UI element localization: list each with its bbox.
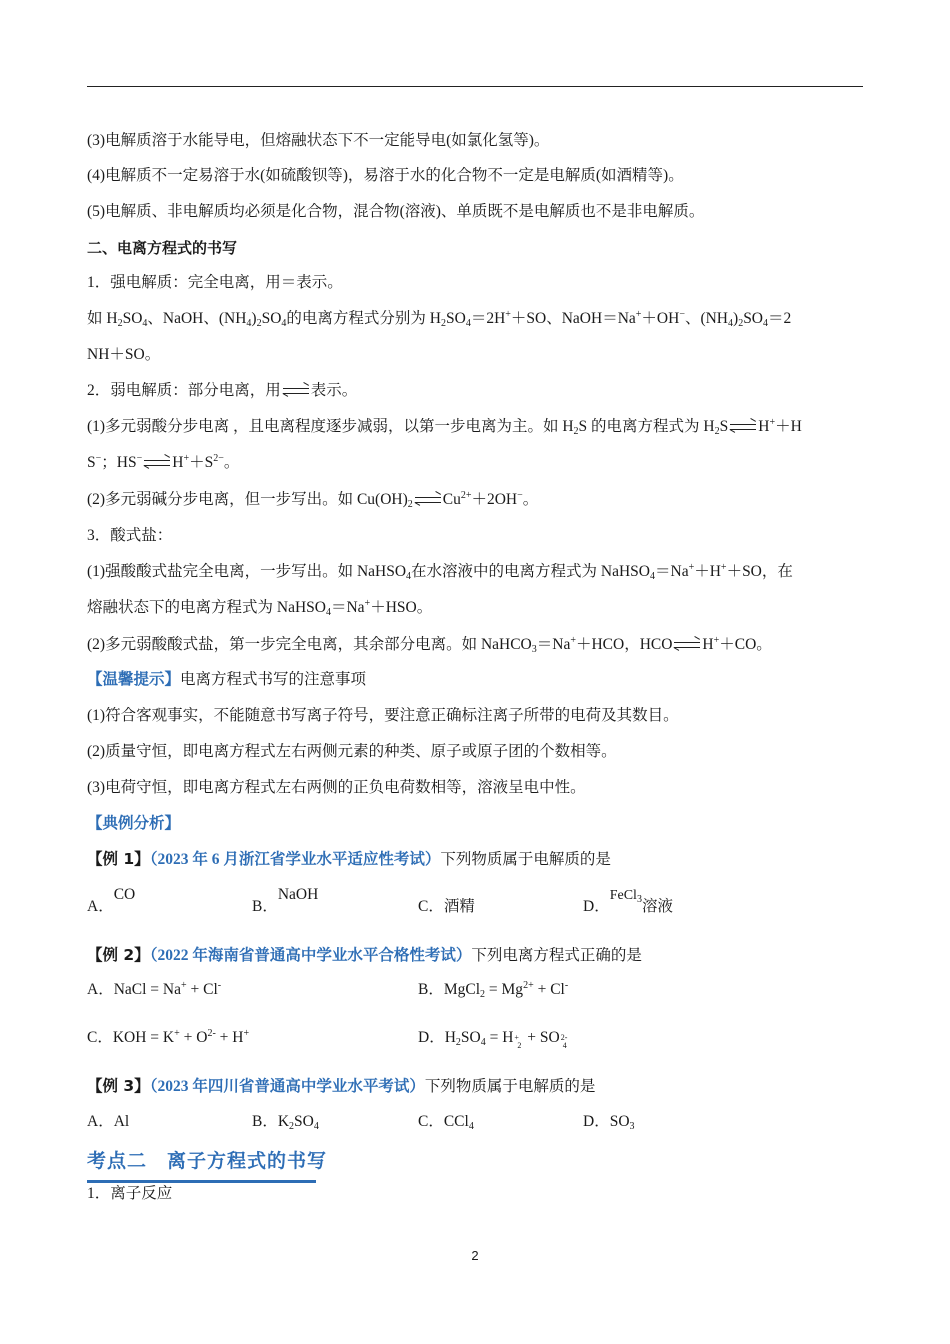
option-a: A．Al <box>87 1113 130 1130</box>
text-line: (2)质量守恒，即电离方程式左右两侧元素的种类、原子或原子团的个数相等。 <box>87 743 617 760</box>
tip-label: 【温馨提示】 <box>87 671 181 688</box>
example-2-title: 【例 2】（2022 年海南省普通高中学业水平合格性考试）下列电离方程式正确的是 <box>87 946 642 964</box>
cases-label: 【典例分析】 <box>87 815 181 832</box>
option-c: C．CCl$_4$ <box>418 1113 474 1132</box>
text-line: 3．酸式盐： <box>87 527 173 544</box>
option-d: D．$SO_3$ <box>583 1113 635 1132</box>
text-line: (1)多元弱酸分步电离 ，且电离程度逐步减弱，以第一步电离为主。如 $H_2S$ 的电离方程式为 $H_2S$ H+＋H <box>87 417 802 437</box>
text-line: (1)符合客观事实，不能随意书写离子符号，要注意正确标注离子所带的电荷及其数目。 <box>87 707 679 724</box>
reversible-arrow-icon <box>674 640 700 650</box>
text-line: (2)多元弱酸酸式盐，第一步完全电离，其余部分电离。如 NaHCO$_3$＝Na+＋HCO，HCO H+＋CO。 <box>87 635 772 655</box>
subheading: 二、电离方程式的书写 <box>87 239 238 257</box>
section-heading: 考点二 离子方程式的书写 <box>87 1150 328 1172</box>
option-b: B．MgCl$_2$ = $Mg^{2+} + Cl^-$ <box>418 980 569 1000</box>
text-line: 1．离子反应 <box>87 1185 173 1202</box>
option-d: D．$H_2SO_4 = H$ + 2 + SO 2- 4 <box>418 1029 568 1050</box>
page-number: 2 <box>471 1248 479 1263</box>
option-a: A．NaCl = Na+ + Cl- <box>87 980 222 998</box>
text-line: 1．强电解质：完全电离，用＝表示。 <box>87 274 343 291</box>
option-d: D．FeCl$_3$溶液 <box>583 888 673 915</box>
option-b: B．NaOH <box>252 886 319 915</box>
option-c: C．酒精 <box>418 898 475 915</box>
reversible-arrow-icon <box>730 422 756 432</box>
text-line: 2．弱电解质：部分电离，用 表示。 <box>87 382 358 399</box>
example-3-title: 【例 3】（2023 年四川省普通高中学业水平考试）下列物质属于电解质的是 <box>87 1077 596 1095</box>
text-line: (1)强酸酸式盐完全电离，一步写出。如 NaHSO$_4$在水溶液中的电离方程式为 NaHSO$_4$＝Na+＋H+＋SO，在 <box>87 562 793 582</box>
option-a: A．CO <box>87 886 136 915</box>
reversible-arrow-icon <box>415 495 441 505</box>
text-line: (5)电解质、非电解质均必须是化合物，混合物(溶液)、单质既不是电解质也不是非电解质。 <box>87 203 705 220</box>
example-1-title: 【例 1】（2023 年 6 月浙江省学业水平适应性考试）下列物质属于电解质的是 <box>87 850 611 868</box>
option-c: C．KOH = $K^+ + O^{2-} + H^+$ <box>87 1028 250 1046</box>
text-line: (3)电荷守恒，即电离方程式左右两侧的正负电荷数相等，溶液呈电中性。 <box>87 779 586 796</box>
tip-heading <box>87 670 366 690</box>
option-b: B．$K_2SO_4$ <box>252 1113 319 1132</box>
tip-title: 电离方程式书写的注意事项 <box>180 671 367 688</box>
text-line: NH＋SO。 <box>87 346 161 363</box>
text-line: S−；HS− $H^++S^{2-}$。 <box>87 453 240 471</box>
text-line: (3)电解质溶于水能导电，但熔融状态下不一定能导电(如氯化氢等)。 <box>87 132 550 149</box>
reversible-arrow-icon <box>144 458 170 468</box>
text-line: (4)电解质不一定易溶于水(如硫酸钡等)，易溶于水的化合物不一定是电解质(如酒精等)。 <box>87 167 684 184</box>
text-line: 如 $H_2SO_4$、NaOH、$(NH_4)_2SO_4$的电离方程式分别为 $H_2SO_4=2H^++SO$、NaOH＝Na+＋OH−、$(NH_4)_2SO_4=2$ <box>87 309 792 329</box>
reversible-arrow-icon <box>283 386 309 396</box>
text-line: (2)多元弱碱分步电离，但一步写出。如 $Cu(OH)_2$ $Cu^{2+}+2OH^-$。 <box>87 490 539 510</box>
text-line: 熔融状态下的电离方程式为 NaHSO$_4$＝Na+＋HSO。 <box>87 598 433 618</box>
header-rule <box>87 86 863 87</box>
section-underline <box>87 1180 316 1183</box>
